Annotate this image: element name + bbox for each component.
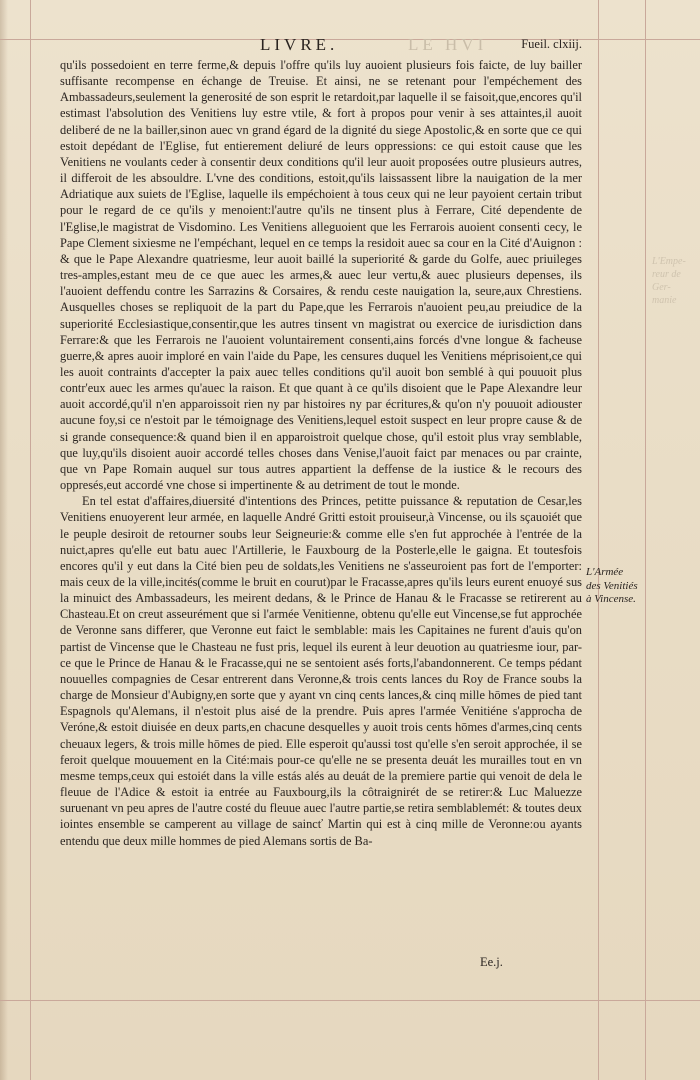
horizontal-rule-bottom <box>0 1000 700 1001</box>
page-header <box>60 33 582 59</box>
paragraph-1: qu'ils possedoient en terre ferme,& depuis l'offre qu'ils luy auoient plusieurs fois faicte, de luy bailler suffisante recompense en échange de Treuise. Et ainsi, ne se retenant pour l'empéchement des Ambassadeurs,seulement la generosité de son esprit le retardoit,par laquelle il se faisoit,que,encores qu'il estimast l'absolution des Venitiens luy estre vtile, & fort à propos pour venir à ses attaintes,il auoit deliberé de ne la bailler,sinon auec vn grand égard de la dignité du siege Apostolic,& en sorte que ce qui estoit depédant de l'Eglise, fut entierement deliuré de leurs oppressions: ce qui estoit cause que les Venitiens ne voulants ceder à consentir deux conditions qu'il leur auoit proposées outre plusieurs autres, il differoit de les absouldre. L'vne des conditions, estoit,qu'ils laissassent libre la nauigation de la mer Adriatique aux suiets de l'Eglise, laquelle ils empéchoient à tous ceux qui ne leur payoient certain tribut pour le regard de ce qu'ils y menoient:l'autre qu'ils ne tinsent plus à Ferrare, Cité dependente de l'Eglise,le magistrat de Visdomino. Les Venitiens alleguoient que les Ferrarois auoient consenti cecy, le Pape Clement sixiesme ne l'empéchant, lequel en ce temps la residoit auec sa cour en la Cité d'Auignon : & que le Pape Alexandre quatriesme, leur auoit baillé la superiorité & garde du Golfe, auec priuileges tres-amples,estant meu de ce que auec les armes,& auec leur vertu,& auec plusieurs depenses, ils l'auoient deffendu contre les Sarrazins & Corsaires, & rendu ceste nauigation la, seure,aux Chrestiens. Ausquelles choses se repliquoit de la part du Pape,que les Ferrarois n'auoient peu,au preiudice de la superiorité Ecclesiastique,consentir,que les autres tinsent vn magistrat ou exercice de iurisdiction dans Ferrare:& que les Ferrarois ne l'auoient voluntairement consenti,ains forcés d'vne longue & facheuse guerre,& apres auoir imploré en vain l'aide du Pape, les censures duquel les Venitiens méprisoient,ce qui les auoit contraints d'accepter la paix auec telles conditions qu'il auoit bon semblé à qui pouuoit plus contr'eux auec les armes qu'auec la raison. Et que quant à ce qu'ils disoient que le Pape Alexandre leur auoit accordé,qu'il n'en apparoissoit rien ny par histoires ny par écritures,& qu'on n'y pouuoit adiouster aucune foy,si ce n'estoit par le témoignage des Venitiens,lequel estoit suspect en leur propre cause & de si grande consequence:& quand bien il en apparoistroit quelque chose, qu'il estoit plus vray semblable, que luy,qu'ils disoient auoir accordé telles choses dans Venise,l'auoit faict par menaces ou par crainte, que vn Pape Romain auquel sur tous autres appartient la deffense de la iustice & le recours des oppresés,eut accordé vne chose si impertinente & au detriment de tout le monde. <box>60 58 582 493</box>
main-text-block <box>60 57 582 849</box>
vertical-rule-left <box>30 0 31 1080</box>
signature-mark: Ee.j. <box>480 955 503 969</box>
show-through-margin-note: L'Empe- reur de Ger- manie <box>652 256 686 306</box>
margin-note: L'Armée des Venitiés à Vincense. <box>586 566 638 605</box>
page-gutter-shadow <box>0 0 8 1080</box>
vertical-rule-right <box>598 0 599 1080</box>
running-title: LIVRE. <box>260 35 339 54</box>
vertical-rule-outer <box>645 0 646 1080</box>
show-through-title: LE HVI <box>408 35 488 54</box>
paragraph-2: En tel estat d'affaires,diuersité d'intentions des Princes, petitte puissance & reputation de Cesar,les Venitiens enuoyerent leur armée, en laquelle André Gritti estoit prouiseur,à Vincense, ou ils sçauoiét que le peuple desiroit de retourner soubs leur Seigneurie:& comme elle s'en fut approchée à l'entrée de la nuict,apres qu'elle eut batu auec l'Artillerie, le Fauxbourg de la Posterle,elle le gaigna. Et toutesfois encores qu'il y eut dans la Cité bien peu de soldats,les Venitiens ne s'asseuroient pas fort de l'emporter: mais ceux de la ville,incités(comme le bruit en courut)par le Fracasse,apres qu'ils leurs eurent enuoyé sus la minuict des Ambassadeurs, les meirent dedans, & le Prince de Hanau & le Fracasse se retirerent au Chasteau.Et on creut asseurément que si l'armée Venitienne, obtenu qu'elle eut Vincense,se fut approchée de Veronne sans differer, que Veronne eut faict le semblable: mais les Capitaines ne furent d'auis qu'on partist de Vincense que le Chasteau ne fust pris, lequel ils eurent à leur deuotion au quatriesme iour, par-ce que le Prince de Hanau & le Fracasse,qui ne se sentoient asés forts,l'abandonnerent. Ce temps pédant nouuelles compagnies de Cesar entrerent dans Veronne,& trois cents lances du Roy de France soubs la charge de Monsieur d'Aubigny,en sorte que y ayant vn cinq cents lances,& cinq mille hōmes de pied tant Espagnols qu'Alemans, il n'estoit plus aisé de la prendre. Puis apres l'armée Venitiéne s'approcha de Veróne,& estoit diuisée en deux parts,en chacune desquelles y auoit trois cents hōmes d'armes,cinq cents cheuaux legers, & trois mille hōmes de pied. Elle esperoit qu'aussi tost qu'elle s'en seroit approchée, il se feroit quelque mouuement en la Cité:mais pour-ce qu'elle ne se presenta deuát les murailles tout en vn mesme temps,ceux qui estoiét dans la ville estás alés au deuát de la premiere partie qui venoit de dela le fleuue de l'Adice & estoit ia entrée au Fauxbourg,ils la côtraignirét de se retirer:& Luc Maluezze suruenant vn peu apres de l'autre costé du fleuue auec l'autre partie,se retira semblablemét: & toutes deux iointes ensemble se camperent au village de saincť Martin qui est à cinq mille de Veronne:ou ayants entendu que deux mille hommes de pied Alemans sortis de Ba- <box>60 494 582 848</box>
folio-number: Fueil. clxiij. <box>521 37 582 51</box>
